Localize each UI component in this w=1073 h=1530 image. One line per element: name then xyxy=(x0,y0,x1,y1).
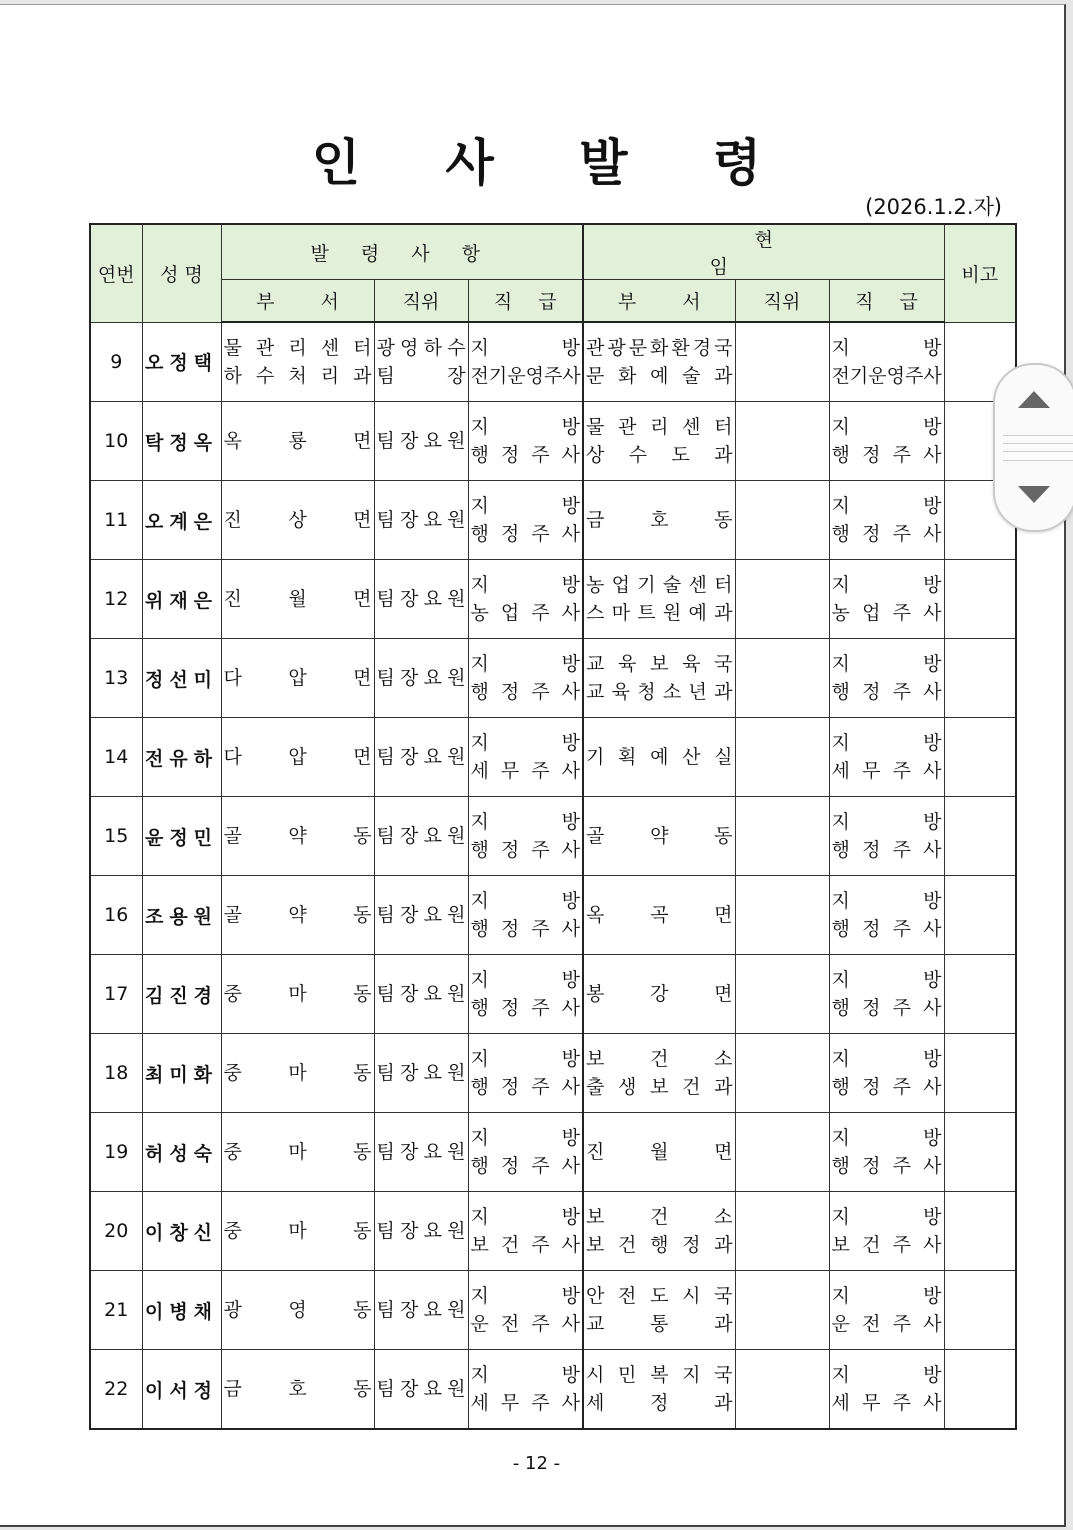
current-grade-line: 지 방 xyxy=(831,574,942,596)
new-position xyxy=(374,955,468,1034)
current-dept-line: 시 민 복 지 국 xyxy=(586,1364,733,1386)
arrow-down-icon[interactable] xyxy=(1018,486,1050,503)
new-position-line: 팀 장 요 원 xyxy=(376,1062,466,1084)
new-grade-line: 보 건 주 사 xyxy=(470,1234,580,1256)
current-position xyxy=(735,1271,829,1350)
table-row xyxy=(90,955,1016,1034)
arrow-up-icon[interactable] xyxy=(1018,391,1050,408)
col-header-cur-grade: 직 급 xyxy=(829,280,944,323)
new-grade-line: 지 방 xyxy=(470,653,581,675)
person-name: 정선미 xyxy=(142,639,221,718)
row-number: 16 xyxy=(90,876,142,955)
new-position xyxy=(374,639,468,718)
row-number: 20 xyxy=(90,1192,142,1271)
personnel-table xyxy=(89,223,1017,1430)
new-dept xyxy=(221,876,374,955)
new-dept-line: 중 마 동 xyxy=(223,1220,372,1242)
row-number: 19 xyxy=(90,1113,142,1192)
new-position-line: 팀 장 요 원 xyxy=(376,1378,466,1400)
new-grade xyxy=(468,797,583,876)
current-grade xyxy=(829,1113,944,1192)
person-name: 허성숙 xyxy=(142,1113,221,1192)
new-dept xyxy=(221,481,374,560)
new-grade-line: 행 정 주 사 xyxy=(470,918,580,940)
current-grade-line: 행 정 주 사 xyxy=(831,1155,942,1177)
new-position-line: 팀 장 요 원 xyxy=(376,588,466,610)
current-dept xyxy=(583,560,735,639)
current-dept xyxy=(583,1034,735,1113)
new-grade-line: 행 정 주 사 xyxy=(470,1076,580,1098)
current-grade xyxy=(829,876,944,955)
new-position-line: 팀 장 요 원 xyxy=(376,667,466,689)
current-position xyxy=(735,1192,829,1271)
new-grade xyxy=(468,718,583,797)
current-dept-line: 교 통 과 xyxy=(586,1313,733,1335)
page-title: 인 사 발 령 xyxy=(311,134,796,192)
note-cell xyxy=(944,1350,1016,1430)
current-dept-line: 보 건 행 정 과 xyxy=(586,1234,733,1256)
current-grade-line: 지 방 xyxy=(831,1127,942,1149)
table-row xyxy=(90,1271,1016,1350)
current-grade-line: 지 방 xyxy=(831,337,942,359)
col-group-new-assignment: 발 령 사 항 xyxy=(221,224,583,280)
scroll-grip[interactable] xyxy=(1003,435,1073,461)
current-grade-line: 행 정 주 사 xyxy=(831,444,942,466)
note-cell xyxy=(944,718,1016,797)
current-dept-line: 안 전 도 시 국 xyxy=(586,1285,733,1307)
page-number: - 12 - xyxy=(512,1453,561,1474)
new-dept xyxy=(221,1034,374,1113)
new-dept-line: 물 관 리 센 터 xyxy=(223,337,372,359)
current-dept-line: 진 월 면 xyxy=(586,1141,733,1163)
new-dept-line: 중 마 동 xyxy=(223,983,372,1005)
current-dept xyxy=(583,1350,735,1430)
new-position xyxy=(374,1192,468,1271)
current-grade xyxy=(829,1192,944,1271)
new-dept xyxy=(221,639,374,718)
new-position xyxy=(374,1350,468,1430)
new-dept xyxy=(221,955,374,1034)
person-name: 윤정민 xyxy=(142,797,221,876)
effective-date: (2026.1.2.자) xyxy=(865,195,1002,219)
new-grade-line: 지 방 xyxy=(470,890,581,912)
person-name: 이서정 xyxy=(142,1350,221,1430)
row-number: 17 xyxy=(90,955,142,1034)
document-page xyxy=(0,4,1066,1527)
note-cell xyxy=(944,1113,1016,1192)
new-dept-line: 중 마 동 xyxy=(223,1062,372,1084)
new-position-line: 팀 장 요 원 xyxy=(376,1141,466,1163)
new-grade-line: 행 정 주 사 xyxy=(470,839,580,861)
new-grade-line: 행 정 주 사 xyxy=(470,681,580,703)
note-cell xyxy=(944,639,1016,718)
row-number: 11 xyxy=(90,481,142,560)
current-grade-line: 행 정 주 사 xyxy=(831,523,942,545)
current-grade-line: 행 정 주 사 xyxy=(831,997,942,1019)
person-name: 위재은 xyxy=(142,560,221,639)
new-grade xyxy=(468,560,583,639)
new-grade-line: 행 정 주 사 xyxy=(470,523,580,545)
new-grade-line: 지 방 xyxy=(470,969,581,991)
current-dept xyxy=(583,718,735,797)
new-grade-line: 전 기 운 영 주 사 xyxy=(470,365,581,387)
person-name: 이창신 xyxy=(142,1192,221,1271)
col-header-dept: 부 서 xyxy=(221,280,374,323)
new-dept xyxy=(221,718,374,797)
table-row xyxy=(90,797,1016,876)
row-number: 14 xyxy=(90,718,142,797)
new-grade-line: 행 정 주 사 xyxy=(470,444,580,466)
new-dept xyxy=(221,797,374,876)
new-grade-line: 지 방 xyxy=(470,495,581,517)
new-grade-line: 지 방 xyxy=(470,811,581,833)
current-dept-line: 옥 곡 면 xyxy=(586,904,733,926)
col-header-note: 비고 xyxy=(944,224,1016,322)
new-position-line: 팀 장 요 원 xyxy=(376,1299,466,1321)
current-dept xyxy=(583,481,735,560)
current-dept-line: 물 관 리 센 터 xyxy=(586,416,733,438)
new-grade-line: 지 방 xyxy=(470,1127,581,1149)
new-position-line: 팀 장 요 원 xyxy=(376,825,466,847)
current-position xyxy=(735,402,829,481)
new-grade xyxy=(468,1113,583,1192)
new-dept-line: 중 마 동 xyxy=(223,1141,372,1163)
current-position xyxy=(735,322,829,402)
current-grade xyxy=(829,322,944,402)
current-grade-line: 보 건 주 사 xyxy=(831,1234,942,1256)
current-position xyxy=(735,718,829,797)
new-position xyxy=(374,718,468,797)
table-row xyxy=(90,322,1016,402)
new-grade xyxy=(468,402,583,481)
current-grade xyxy=(829,718,944,797)
current-dept-line: 교 육 보 육 국 xyxy=(586,653,733,675)
table-row xyxy=(90,1034,1016,1113)
current-position xyxy=(735,1034,829,1113)
current-grade-line: 지 방 xyxy=(831,1285,942,1307)
note-cell xyxy=(944,1192,1016,1271)
current-position xyxy=(735,560,829,639)
person-name: 최미화 xyxy=(142,1034,221,1113)
new-grade-line: 지 방 xyxy=(470,1206,581,1228)
note-cell xyxy=(944,560,1016,639)
new-dept-line: 금 호 동 xyxy=(223,1378,372,1400)
person-name: 전유하 xyxy=(142,718,221,797)
current-dept xyxy=(583,639,735,718)
new-position-line: 팀 장 요 원 xyxy=(376,746,466,768)
table-row xyxy=(90,402,1016,481)
current-dept xyxy=(583,876,735,955)
row-number: 18 xyxy=(90,1034,142,1113)
current-grade-line: 지 방 xyxy=(831,1206,942,1228)
current-grade-line: 행 정 주 사 xyxy=(831,681,942,703)
new-position xyxy=(374,481,468,560)
current-dept-line: 관 광 문 화 환 경 국 xyxy=(586,337,733,359)
row-number: 9 xyxy=(90,322,142,402)
new-grade-line: 행 정 주 사 xyxy=(470,997,580,1019)
col-header-cur-position: 직위 xyxy=(735,280,829,323)
current-dept-line: 상 수 도 과 xyxy=(586,444,733,466)
new-position xyxy=(374,1034,468,1113)
current-dept xyxy=(583,1192,735,1271)
row-number: 22 xyxy=(90,1350,142,1430)
current-dept-line: 봉 강 면 xyxy=(586,983,733,1005)
current-dept-line: 스 마 트 원 예 과 xyxy=(586,602,733,624)
current-grade-line: 지 방 xyxy=(831,495,942,517)
person-name: 오계은 xyxy=(142,481,221,560)
new-grade-line: 세 무 주 사 xyxy=(470,760,580,782)
current-grade-line: 행 정 주 사 xyxy=(831,918,942,940)
new-grade xyxy=(468,1350,583,1430)
table-row xyxy=(90,1113,1016,1192)
new-position xyxy=(374,797,468,876)
table-row xyxy=(90,560,1016,639)
current-grade xyxy=(829,402,944,481)
new-dept-line: 진 상 면 xyxy=(223,509,372,531)
new-grade-line: 운 전 주 사 xyxy=(470,1313,580,1335)
new-grade xyxy=(468,322,583,402)
new-dept-line: 진 월 면 xyxy=(223,588,372,610)
current-dept-line: 금 호 동 xyxy=(586,509,733,531)
new-dept xyxy=(221,1192,374,1271)
new-position-line: 팀 장 요 원 xyxy=(376,1220,466,1242)
new-dept xyxy=(221,1350,374,1430)
current-dept xyxy=(583,955,735,1034)
new-dept xyxy=(221,1113,374,1192)
table-row xyxy=(90,1192,1016,1271)
current-dept-line: 출 생 보 건 과 xyxy=(586,1076,733,1098)
current-grade-line: 농 업 주 사 xyxy=(831,602,942,624)
new-grade-line: 행 정 주 사 xyxy=(470,1155,580,1177)
current-grade-line: 지 방 xyxy=(831,732,942,754)
current-position xyxy=(735,481,829,560)
current-dept-line: 골 약 동 xyxy=(586,825,733,847)
new-dept-line: 옥 룡 면 xyxy=(223,430,372,452)
new-grade xyxy=(468,1271,583,1350)
current-dept-line: 보 건 소 xyxy=(586,1048,733,1070)
current-grade xyxy=(829,955,944,1034)
new-dept xyxy=(221,322,374,402)
new-grade-line: 지 방 xyxy=(470,416,581,438)
new-grade-line: 지 방 xyxy=(470,1285,581,1307)
new-dept xyxy=(221,402,374,481)
current-grade xyxy=(829,481,944,560)
new-position xyxy=(374,322,468,402)
current-dept xyxy=(583,1113,735,1192)
col-header-grade: 직 급 xyxy=(468,280,583,323)
current-grade-line: 운 전 주 사 xyxy=(831,1313,942,1335)
current-grade xyxy=(829,1034,944,1113)
new-position xyxy=(374,1271,468,1350)
current-grade xyxy=(829,1350,944,1430)
note-cell xyxy=(944,1034,1016,1113)
current-dept xyxy=(583,402,735,481)
new-position-line: 팀 장 xyxy=(376,365,466,387)
current-grade-line: 지 방 xyxy=(831,811,942,833)
note-cell xyxy=(944,955,1016,1034)
current-grade xyxy=(829,560,944,639)
note-cell xyxy=(944,1271,1016,1350)
table-row xyxy=(90,639,1016,718)
table-row xyxy=(90,876,1016,955)
row-number: 12 xyxy=(90,560,142,639)
new-grade-line: 농 업 주 사 xyxy=(470,602,580,624)
new-dept-line: 다 압 면 xyxy=(223,746,372,768)
new-grade xyxy=(468,955,583,1034)
current-grade-line: 세 무 주 사 xyxy=(831,760,942,782)
person-name: 탁정옥 xyxy=(142,402,221,481)
current-grade-line: 행 정 주 사 xyxy=(831,1076,942,1098)
current-grade-line: 지 방 xyxy=(831,890,942,912)
new-position-line: 팀 장 요 원 xyxy=(376,430,466,452)
row-number: 13 xyxy=(90,639,142,718)
note-cell xyxy=(944,797,1016,876)
person-name: 이병채 xyxy=(142,1271,221,1350)
new-grade-line: 지 방 xyxy=(470,1048,581,1070)
person-name: 조용원 xyxy=(142,876,221,955)
new-dept-line: 다 압 면 xyxy=(223,667,372,689)
new-position-line: 팀 장 요 원 xyxy=(376,983,466,1005)
current-grade-line: 행 정 주 사 xyxy=(831,839,942,861)
page-scroll-control[interactable] xyxy=(993,363,1073,532)
new-dept-line: 골 약 동 xyxy=(223,904,372,926)
current-grade xyxy=(829,1271,944,1350)
current-dept-line: 교 육 청 소 년 과 xyxy=(586,681,733,703)
new-position-line: 광 영 하 수 xyxy=(376,337,466,359)
current-dept xyxy=(583,1271,735,1350)
current-dept-line: 문 화 예 술 과 xyxy=(586,365,733,387)
col-header-no: 연번 xyxy=(90,224,142,322)
col-header-position: 직위 xyxy=(374,280,468,323)
new-dept-line: 광 영 동 xyxy=(223,1299,372,1321)
current-grade xyxy=(829,639,944,718)
current-dept-line: 보 건 소 xyxy=(586,1206,733,1228)
current-grade-line: 지 방 xyxy=(831,1364,942,1386)
current-dept xyxy=(583,322,735,402)
row-number: 10 xyxy=(90,402,142,481)
current-grade xyxy=(829,797,944,876)
col-group-current-post: 현 임 xyxy=(583,224,944,280)
current-position xyxy=(735,1113,829,1192)
new-grade-line: 지 방 xyxy=(470,1364,581,1386)
new-grade-line: 지 방 xyxy=(470,732,581,754)
table-row xyxy=(90,718,1016,797)
new-grade xyxy=(468,1034,583,1113)
new-grade xyxy=(468,481,583,560)
current-position xyxy=(735,1350,829,1430)
new-grade-line: 지 방 xyxy=(470,337,581,359)
row-number: 21 xyxy=(90,1271,142,1350)
new-position xyxy=(374,560,468,639)
current-grade-line: 지 방 xyxy=(831,969,942,991)
new-dept-line: 하 수 처 리 과 xyxy=(223,365,372,387)
current-dept xyxy=(583,797,735,876)
new-dept xyxy=(221,1271,374,1350)
new-position xyxy=(374,876,468,955)
new-dept-line: 골 약 동 xyxy=(223,825,372,847)
col-header-name: 성 명 xyxy=(142,224,221,322)
new-position-line: 팀 장 요 원 xyxy=(376,904,466,926)
new-position xyxy=(374,1113,468,1192)
new-grade xyxy=(468,639,583,718)
current-grade-line: 전 기 운 영 주 사 xyxy=(831,365,942,387)
current-grade-line: 지 방 xyxy=(831,1048,942,1070)
current-grade-line: 지 방 xyxy=(831,416,942,438)
new-position-line: 팀 장 요 원 xyxy=(376,509,466,531)
current-position xyxy=(735,955,829,1034)
new-grade-line: 지 방 xyxy=(470,574,581,596)
row-number: 15 xyxy=(90,797,142,876)
current-grade-line: 지 방 xyxy=(831,653,942,675)
current-position xyxy=(735,797,829,876)
person-name: 오정택 xyxy=(142,322,221,402)
current-dept-line: 세 정 과 xyxy=(586,1392,733,1414)
new-position xyxy=(374,402,468,481)
new-grade xyxy=(468,1192,583,1271)
person-name: 김진경 xyxy=(142,955,221,1034)
col-header-cur-dept: 부 서 xyxy=(583,280,735,323)
new-grade-line: 세 무 주 사 xyxy=(470,1392,580,1414)
current-position xyxy=(735,876,829,955)
table-row xyxy=(90,1350,1016,1430)
current-dept-line: 농 업 기 술 센 터 xyxy=(586,574,733,596)
current-grade-line: 세 무 주 사 xyxy=(831,1392,942,1414)
new-dept xyxy=(221,560,374,639)
note-cell xyxy=(944,876,1016,955)
new-grade xyxy=(468,876,583,955)
table-row xyxy=(90,481,1016,560)
current-position xyxy=(735,639,829,718)
current-dept-line: 기 획 예 산 실 xyxy=(586,746,733,768)
